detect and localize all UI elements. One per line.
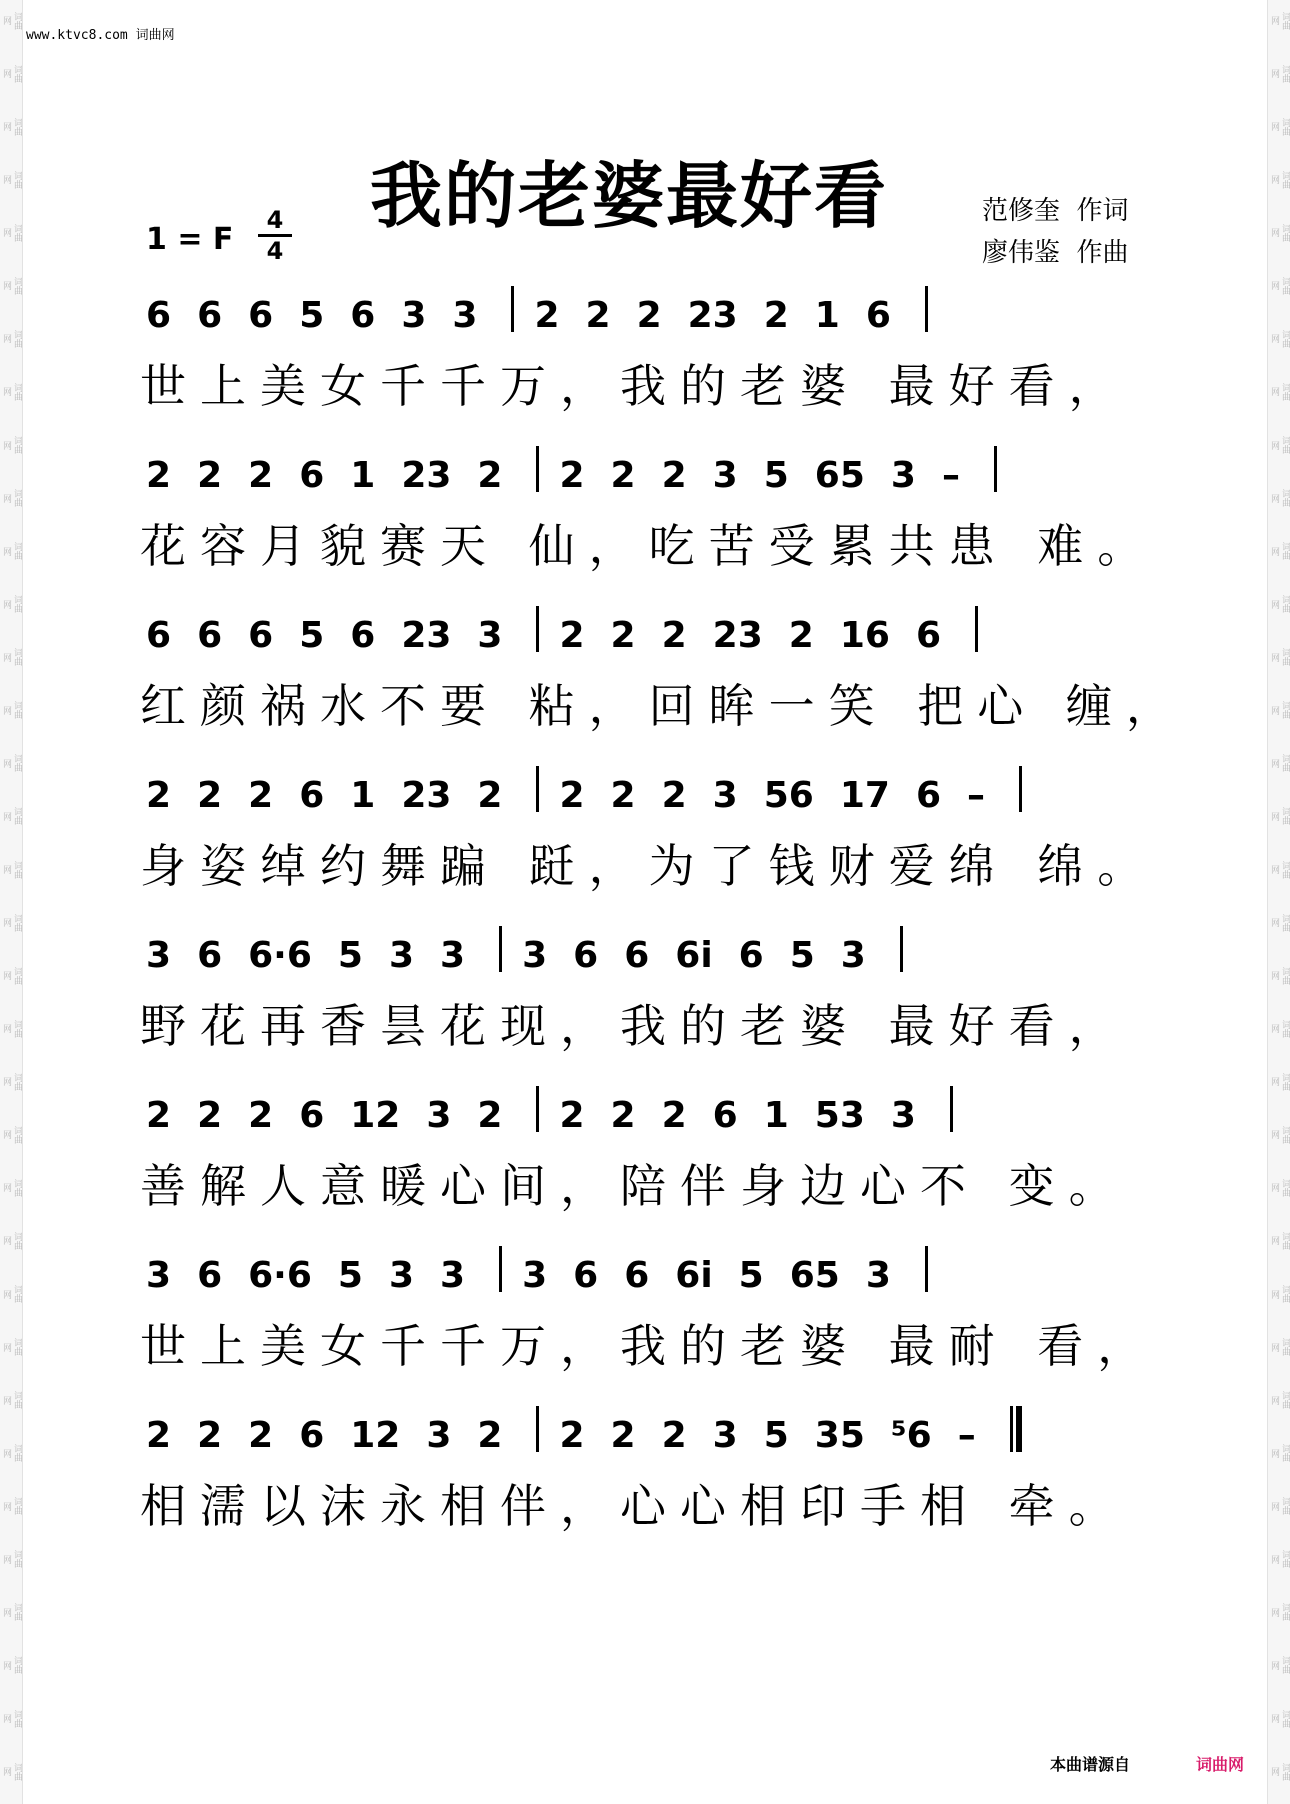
watermark-text: 词曲网 [1269, 1338, 1290, 1357]
watermark-text: 词曲网 [1269, 223, 1290, 242]
note: 2 [197, 1415, 223, 1456]
watermark-text: 词曲网 [1, 436, 22, 455]
watermark-text: 词曲网 [1269, 11, 1290, 30]
watermark-text: 词曲网 [1, 807, 22, 826]
note: 53 [814, 1095, 865, 1136]
note: 2 [610, 455, 636, 496]
score-system [140, 1070, 1180, 1230]
note: 23 [712, 615, 763, 656]
note: 6 [197, 1255, 223, 1296]
note: 5 [763, 1415, 789, 1456]
note: 2 [146, 775, 172, 816]
watermark-text: 词曲网 [1269, 436, 1290, 455]
note: 2 [610, 775, 636, 816]
note: 3 [146, 1255, 172, 1296]
watermark-text: 词曲网 [1, 276, 22, 295]
note: 2 [636, 295, 662, 336]
note: 65 [814, 455, 865, 496]
left-watermark-strip [0, 0, 23, 1804]
score-system [140, 1390, 1180, 1550]
notes-row [140, 1070, 1180, 1136]
note: 6 [350, 295, 376, 336]
score-system [140, 430, 1180, 590]
watermark-text: 词曲网 [1, 1656, 22, 1675]
barline [925, 1246, 928, 1292]
watermark-text: 词曲网 [1269, 170, 1290, 189]
note: 5 [299, 295, 325, 336]
watermark-text: 词曲网 [1269, 1497, 1290, 1516]
note: 3 [388, 935, 415, 976]
watermark-text: 词曲网 [1, 1762, 22, 1781]
watermark-text: 词曲网 [1, 170, 22, 189]
note: 5 [738, 1255, 764, 1296]
note: 2 [559, 775, 585, 816]
note: 6 [915, 775, 942, 816]
note: 3 [712, 1415, 738, 1456]
time-signature-top: 4 [258, 208, 292, 237]
note: 3 [452, 295, 478, 336]
watermark-text: 词曲网 [1269, 807, 1290, 826]
barline [536, 446, 539, 492]
barline [975, 606, 978, 652]
watermark-text: 词曲网 [1, 1231, 22, 1250]
note: 6i [675, 1255, 713, 1296]
note: 3 [890, 1095, 916, 1136]
watermark-text: 词曲网 [1269, 913, 1290, 932]
note: 3 [522, 1255, 548, 1296]
note: 2 [248, 775, 274, 816]
time-signature [258, 208, 292, 263]
lyrics-line: 相濡以沫永相伴，心心相印手相 牵。 [140, 1479, 1129, 1533]
note: 6 [197, 935, 223, 976]
note: 3 [426, 1095, 452, 1136]
note: 6 [299, 1415, 325, 1456]
lyrics-line: 身姿绰约舞蹁 跹，为了钱财爱绵 绵。 [140, 839, 1158, 893]
barline [536, 1086, 539, 1132]
barline [950, 1086, 953, 1132]
site-url: www.ktvc8.com 词曲网 [26, 28, 175, 43]
watermark-text: 词曲网 [1, 1391, 22, 1410]
watermark-text: 词曲网 [1269, 1709, 1290, 1728]
note: 5 [337, 935, 363, 976]
note: 5 [337, 1255, 363, 1296]
watermark-text: 词曲网 [1, 913, 22, 932]
note: 6i [675, 935, 713, 976]
watermark-text: 词曲网 [1269, 966, 1290, 985]
watermark-text: 词曲网 [1269, 701, 1290, 720]
note: 2 [788, 615, 814, 656]
note: 23 [401, 455, 452, 496]
watermark-text: 词曲网 [1, 1709, 22, 1728]
watermark-text: 词曲网 [1, 966, 22, 985]
note: 6 [865, 295, 891, 336]
note: 6 [299, 1095, 325, 1136]
watermark-text: 词曲网 [1, 1550, 22, 1569]
notes-row [140, 1230, 1180, 1296]
note: 6 [712, 1095, 738, 1136]
note: 2 [477, 775, 503, 816]
note: 2 [477, 455, 503, 496]
note: 1 [814, 295, 840, 336]
note: 6 [248, 295, 274, 336]
note: 3 [865, 1255, 891, 1296]
barline [511, 286, 514, 332]
watermark-text: 词曲网 [1, 329, 22, 348]
watermark-text: 词曲网 [1, 595, 22, 614]
note: 56 [763, 775, 814, 816]
watermark-text: 词曲网 [1, 1178, 22, 1197]
note: – [941, 455, 960, 496]
note: 2 [146, 1415, 172, 1456]
watermark-text: 词曲网 [1, 1603, 22, 1622]
barline [900, 926, 903, 972]
watermark-text: 词曲网 [1269, 1656, 1290, 1675]
note: 6 [248, 615, 274, 656]
note: 12 [350, 1095, 401, 1136]
song-title: 我的老婆最好看 [370, 153, 889, 238]
final-barline [1010, 1406, 1022, 1452]
barline [536, 766, 539, 812]
note: 3 [440, 935, 466, 976]
composer-credit: 廖伟鉴 作曲 [982, 238, 1129, 268]
note: 23 [687, 295, 738, 336]
watermark-text: 词曲网 [1, 1338, 22, 1357]
watermark-text: 词曲网 [1269, 1178, 1290, 1197]
barline [499, 1246, 502, 1292]
note: 2 [559, 1415, 585, 1456]
note: 6 [146, 295, 172, 336]
note: 3 [712, 775, 738, 816]
time-signature-bottom: 4 [266, 237, 284, 265]
watermark-text: 词曲网 [1, 382, 22, 401]
note: 2 [559, 1095, 585, 1136]
barline [994, 446, 997, 492]
note: 1 [350, 455, 376, 496]
note: 6·6 [248, 935, 312, 976]
lyrics-line: 野花再香昙花现，我的老婆 最好看， [140, 999, 1129, 1053]
note: 2 [197, 455, 223, 496]
watermark-text: 词曲网 [1269, 1444, 1290, 1463]
watermark-text: 词曲网 [1, 648, 22, 667]
score-system [140, 590, 1186, 750]
watermark-text: 词曲网 [1, 542, 22, 561]
watermark-text: 词曲网 [1, 64, 22, 83]
barline [536, 606, 539, 652]
note: 35 [814, 1415, 865, 1456]
notes-row [140, 750, 1180, 816]
note: – [957, 1415, 976, 1456]
note: 5 [299, 615, 325, 656]
score-system [140, 1230, 1180, 1390]
watermark-text: 词曲网 [1, 701, 22, 720]
note: 3 [146, 935, 172, 976]
watermark-text: 词曲网 [1269, 754, 1290, 773]
note: 3 [522, 935, 548, 976]
watermark-text: 词曲网 [1, 1285, 22, 1304]
note: 3 [890, 455, 916, 496]
watermark-text: 词曲网 [1, 11, 22, 30]
note: 2 [477, 1415, 503, 1456]
watermark-text: 词曲网 [1, 489, 22, 508]
note: ⁵6 [890, 1415, 932, 1456]
note: 6 [197, 615, 223, 656]
watermark-text: 词曲网 [1, 1125, 22, 1144]
note: 1 [350, 775, 376, 816]
note: 2 [248, 455, 274, 496]
barline [536, 1406, 539, 1452]
lyrics-line: 花容月貌赛天 仙，吃苦受累共患 难。 [140, 519, 1158, 573]
watermark-text: 词曲网 [1, 1072, 22, 1091]
note: 2 [610, 615, 636, 656]
note: 23 [401, 775, 452, 816]
watermark-text: 词曲网 [1, 1019, 22, 1038]
watermark-text: 词曲网 [1269, 648, 1290, 667]
note: 2 [146, 1095, 172, 1136]
note: 6 [573, 935, 599, 976]
watermark-text: 词曲网 [1269, 1762, 1290, 1781]
barline [1019, 766, 1022, 812]
note: 2 [248, 1095, 274, 1136]
score [140, 270, 1186, 1550]
note: 3 [840, 935, 866, 976]
watermark-text: 词曲网 [1269, 1550, 1290, 1569]
note: – [967, 775, 986, 816]
note: 6 [573, 1255, 599, 1296]
note: 6 [738, 935, 764, 976]
note: 3 [477, 615, 503, 656]
note: 2 [477, 1095, 503, 1136]
watermark-text: 词曲网 [1269, 595, 1290, 614]
notes-row [140, 1390, 1180, 1456]
note: 2 [610, 1095, 636, 1136]
note: 6 [197, 295, 223, 336]
watermark-text: 词曲网 [1269, 276, 1290, 295]
watermark-text: 词曲网 [1269, 1019, 1290, 1038]
note: 2 [248, 1415, 274, 1456]
note: 65 [789, 1255, 840, 1296]
footer-source-label: 本曲谱源自 [1050, 1755, 1131, 1774]
watermark-text: 词曲网 [1269, 117, 1290, 136]
note: 3 [401, 295, 427, 336]
note: 2 [661, 1095, 687, 1136]
note: 6 [299, 775, 325, 816]
notes-row [140, 270, 1180, 336]
watermark-text: 词曲网 [1269, 1603, 1290, 1622]
lyrics-line: 世上美女千千万，我的老婆 最耐 看， [140, 1319, 1158, 1373]
score-system [140, 750, 1180, 910]
note: 2 [559, 615, 585, 656]
note: 6 [624, 935, 650, 976]
note: 2 [661, 455, 687, 496]
notes-row [140, 430, 1180, 496]
lyrics-line: 善解人意暖心间，陪伴身边心不 变。 [140, 1159, 1129, 1213]
watermark-text: 词曲网 [1, 754, 22, 773]
note: 2 [559, 455, 585, 496]
note: 6 [624, 1255, 650, 1296]
watermark-text: 词曲网 [1269, 382, 1290, 401]
note: 3 [388, 1255, 415, 1296]
watermark-text: 词曲网 [1, 117, 22, 136]
note: 23 [401, 615, 452, 656]
watermark-text: 词曲网 [1269, 1125, 1290, 1144]
note: 2 [585, 295, 611, 336]
note: 6·6 [248, 1255, 312, 1296]
note: 12 [350, 1415, 401, 1456]
note: 3 [712, 455, 738, 496]
note: 2 [661, 775, 687, 816]
note: 1 [763, 1095, 789, 1136]
watermark-text: 词曲网 [1269, 1285, 1290, 1304]
notes-row [140, 590, 1180, 656]
watermark-text: 词曲网 [1, 223, 22, 242]
note: 16 [839, 615, 890, 656]
note: 3 [440, 1255, 466, 1296]
note: 2 [661, 615, 687, 656]
watermark-text: 词曲网 [1269, 1391, 1290, 1410]
score-system [140, 910, 1180, 1070]
lyrics-line: 红颜祸水不要 粘，回眸一笑 把心 缠， [140, 679, 1186, 733]
note: 17 [839, 775, 890, 816]
note: 2 [534, 295, 560, 336]
watermark-text: 词曲网 [1, 860, 22, 879]
barline [499, 926, 502, 972]
note: 2 [146, 455, 172, 496]
note: 5 [789, 935, 815, 976]
watermark-text: 词曲网 [1269, 1072, 1290, 1091]
note: 2 [197, 775, 223, 816]
note: 6 [350, 615, 376, 656]
note: 2 [763, 295, 789, 336]
note: 2 [197, 1095, 223, 1136]
score-system [140, 270, 1180, 430]
key-signature: 1 = F [146, 222, 234, 257]
note: 6 [146, 615, 172, 656]
right-watermark-strip [1267, 0, 1290, 1804]
lyrics-line: 世上美女千千万，我的老婆 最好看， [140, 359, 1129, 413]
watermark-text: 词曲网 [1, 1497, 22, 1516]
footer-brand: 词曲网 [1196, 1755, 1245, 1774]
note: 3 [426, 1415, 452, 1456]
lyricist-credit: 范修奎 作词 [982, 196, 1129, 226]
watermark-text: 词曲网 [1269, 860, 1290, 879]
notes-row [140, 910, 1180, 976]
watermark-text: 词曲网 [1269, 542, 1290, 561]
barline [925, 286, 928, 332]
watermark-text: 词曲网 [1269, 1231, 1290, 1250]
credits [982, 190, 1129, 274]
note: 6 [299, 455, 325, 496]
watermark-text: 词曲网 [1269, 64, 1290, 83]
watermark-text: 词曲网 [1269, 489, 1290, 508]
note: 2 [661, 1415, 687, 1456]
watermark-text: 词曲网 [1269, 329, 1290, 348]
watermark-text: 词曲网 [1, 1444, 22, 1463]
note: 6 [915, 615, 942, 656]
note: 5 [763, 455, 789, 496]
note: 2 [610, 1415, 636, 1456]
